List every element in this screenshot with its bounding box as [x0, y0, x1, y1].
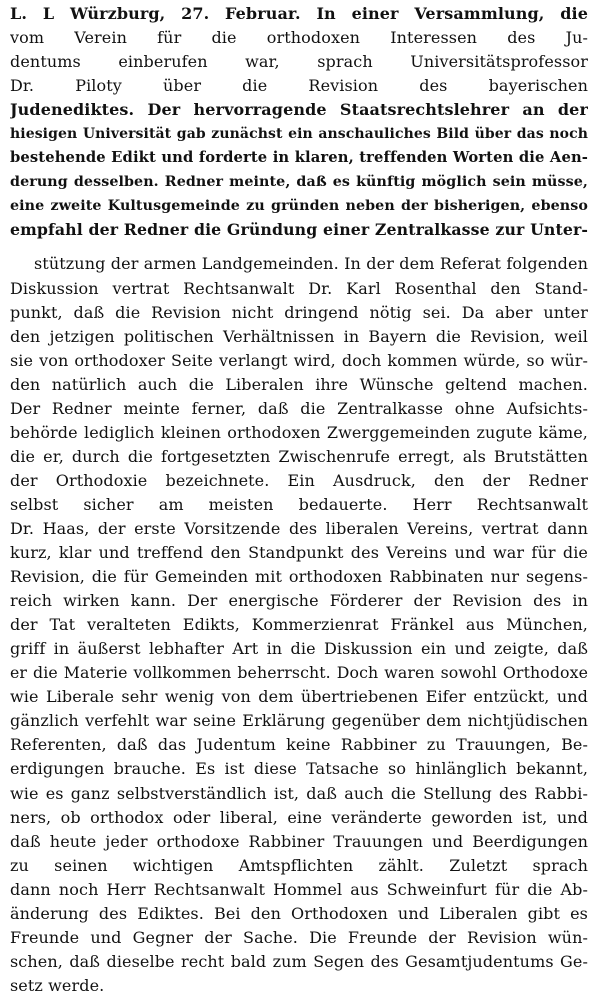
text-line: änderung des Ediktes. Bei den Orthodoxen und Liberalen gibt es	[10, 903, 588, 923]
text-line: eine zweite Kultusgemeinde zu gründen neben der bisherigen, ebenso	[10, 198, 588, 215]
text-line: ners, ob orthodox oder liberal, eine veränderte geworden ist, und	[10, 807, 588, 827]
text-line: Diskussion vertrat Rechtsanwalt Dr. Karl Rosenthal den Stand-	[10, 278, 588, 298]
text-line: erdigungen brauche. Es ist diese Tatsache so hinlänglich bekannt,	[10, 759, 588, 779]
text-line: die er, durch die fortgesetzten Zwischenrufe erregt, als Brutstätten	[10, 446, 588, 466]
text-line: schen, daß dieselbe recht bald zum Segen des Gesamtjudentums Ge-	[10, 951, 588, 971]
text-line: der Orthodoxie bezeichnete. Ein Ausdruck, den der Redner	[10, 470, 588, 490]
text-line: Dr. Haas, der erste Vorsitzende des liberalen Vereins, vertrat dann	[10, 518, 588, 538]
body-paragraph	[10, 252, 588, 997]
text-line: L. L Würzburg, 27. Februar. In einer Versammlung, die	[10, 4, 588, 23]
text-line: Referenten, daß das Judentum keine Rabbiner zu Trauungen, Be-	[10, 735, 588, 755]
text-line: gänzlich verfehlt war seine Erklärung gegenüber dem nichtjüdischen	[10, 711, 588, 731]
text-line: hiesigen Universität gab zunächst ein anschauliches Bild über das noch	[10, 126, 588, 143]
text-line: setz werde.	[10, 975, 105, 995]
text-line: griff in äußerst lebhafter Art in die Diskussion ein und zeigte, daß	[10, 639, 588, 659]
text-line: behörde lediglich kleinen orthodoxen Zwerggemeinden zugute käme,	[10, 422, 588, 442]
text-line: Der Redner meinte ferner, daß die Zentralkasse ohne Aufsichts-	[10, 398, 588, 418]
text-line: er die Materie vollkommen beherrscht. Doch waren sowohl Orthodoxe	[10, 663, 588, 683]
text-line: wie Liberale sehr wenig von dem übertriebenen Eifer entzückt, und	[10, 687, 588, 707]
text-line: Freunde und Gegner der Sache. Die Freunde der Revision wün-	[10, 927, 588, 947]
text-line: daß heute jeder orthodoxe Rabbiner Trauungen und Beerdigungen	[10, 831, 588, 851]
text-line: punkt, daß die Revision nicht dringend nötig sei. Da aber unter	[10, 302, 588, 322]
text-line: Revision, die für Gemeinden mit orthodoxen Rabbinaten nur segens-	[10, 567, 588, 587]
text-line: reich wirken kann. Der energische Förderer der Revision des in	[10, 591, 588, 611]
text-line: empfahl der Redner die Gründung einer Zentralkasse zur Unter-	[10, 220, 588, 240]
text-line: den jetzigen politischen Verhältnissen in Bayern die Revision, weil	[10, 326, 588, 346]
text-line: wie es ganz selbstverständlich ist, daß auch die Stellung des Rabbi-	[10, 783, 588, 803]
text-line: der Tat veralteten Edikts, Kommerzienrat Fränkel aus München,	[10, 615, 588, 635]
paragraph-gap	[10, 244, 588, 250]
text-line: stützung der armen Landgemeinden. In der dem Referat folgenden	[34, 254, 588, 274]
text-line: den natürlich auch die Liberalen ihre Wünsche geltend machen.	[10, 374, 588, 394]
text-line: kurz, klar und treffend den Standpunkt des Vereins und war für die	[10, 543, 588, 563]
text-line: dann noch Herr Rechtsanwalt Hommel aus Schweinfurt für die Ab-	[10, 879, 588, 899]
text-line: sie von orthodoxer Seite verlangt wird, doch kommen würde, so wür-	[10, 350, 588, 370]
text-line: dentums einberufen war, sprach Universitätsprofessor	[10, 52, 588, 72]
text-line: bestehende Edikt und forderte in klaren, treffenden Worten die Aen-	[10, 149, 588, 167]
text-line: Judenediktes. Der hervorragende Staatsrechtslehrer an der	[10, 100, 588, 120]
lead-paragraph	[10, 2, 588, 242]
text-line: vom Verein für die orthodoxen Interessen des Ju-	[10, 28, 588, 48]
text-line: zu seinen wichtigen Amtspflichten zählt. Zuletzt sprach	[10, 855, 588, 875]
text-line: selbst sicher am meisten bedauerte. Herr Rechtsanwalt	[10, 494, 588, 514]
text-line: derung desselben. Redner meinte, daß es künftig möglich sein müsse,	[10, 174, 588, 191]
text-line: Dr. Piloty über die Revision des bayerischen	[10, 76, 588, 96]
